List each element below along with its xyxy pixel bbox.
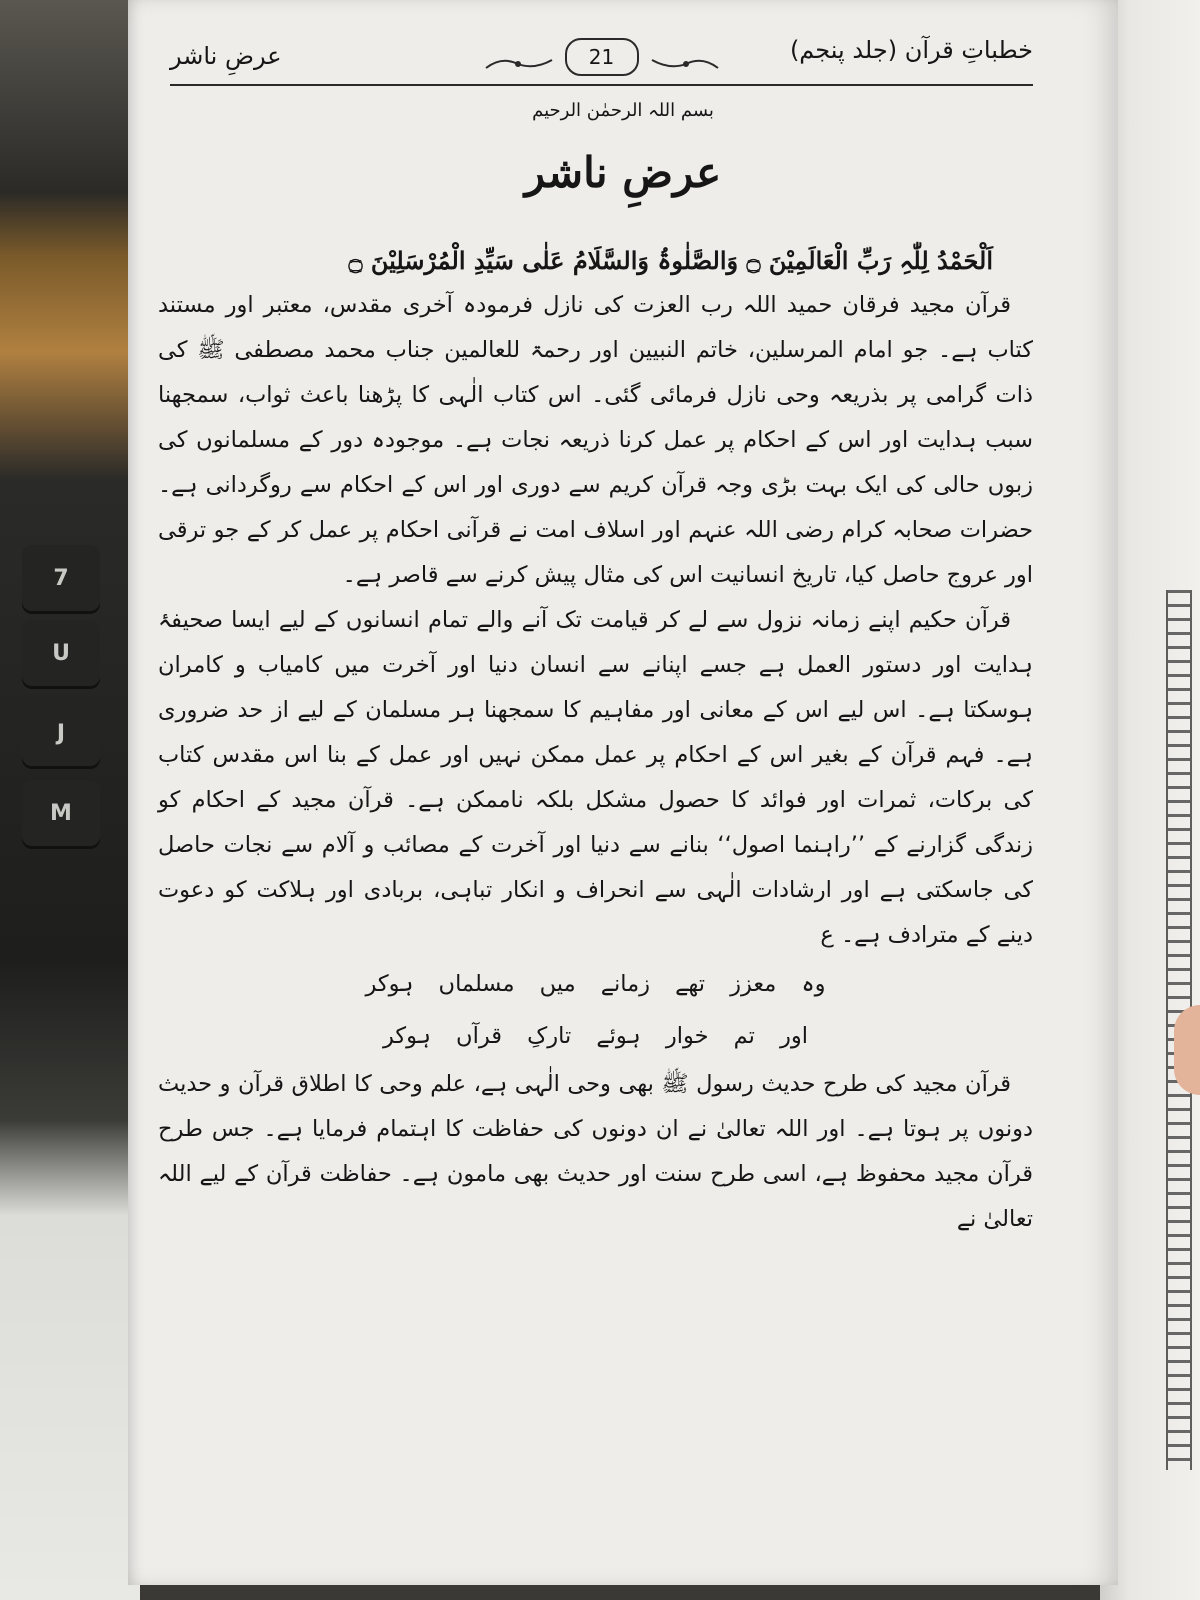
- body-text: [158, 238, 1033, 1242]
- keyboard-key: U: [22, 620, 100, 686]
- desk-background: [0, 0, 140, 1600]
- finger-edge: [1174, 1005, 1200, 1095]
- keyboard-key: 7: [22, 545, 100, 611]
- bismillah: بسم اللہ الرحمٰن الرحیم: [532, 100, 714, 121]
- verse-line: وہ معزز تھے زمانے میں مسلماں ہوکر: [365, 971, 826, 997]
- right-flourish-icon: [650, 56, 720, 70]
- book-page: [128, 0, 1118, 1585]
- verse-line: اور تم خوار ہوئے تارکِ قرآں ہوکر: [382, 1023, 809, 1049]
- closing-paragraph: قرآن مجید کی طرح حدیث رسول ﷺ بھی وحی الٰہی ہے، علم وحی کا اطلاق قرآن و حدیث دونوں پر ہوتا ہے۔ اور اللہ تعالیٰ نے ان دونوں کی حفاظت کا اہتمام فرمایا ہے۔ جس طرح قرآن مجید محفوظ ہے، اسی طرح سنت اور حدیث بھی مامون ہے۔ حفاظت قرآن کے لیے اللہ تعالیٰ نے: [158, 1071, 1033, 1232]
- page-title: عرضِ ناشر: [524, 148, 722, 197]
- page-number: 21: [565, 38, 639, 76]
- paragraph: قرآن مجید فرقان حمید اللہ رب العزت کی نازل فرمودہ آخری مقدس، معتبر اور مستند کتاب ہے۔ جو امام المرسلین، خاتم النبیین اور رحمۃ للعالمین جناب محمد مصطفی ﷺ کی ذات گرامی پر بذریعہ وحی نازل فرمائی گئی۔ اس کتاب الٰہی کا پڑھنا باعث ثواب، سمجھنا سبب ہدایت اور اس کے احکام پر عمل کرنا ذریعہ نجات ہے۔ موجودہ دور کے مسلمانوں کی زبوں حالی کی ایک بہت بڑی وجہ قرآن کریم سے دوری اور اس کے احکام سے روگردانی ہے۔ حضرات صحابہ کرام رضی اللہ عنہم اور اسلاف امت نے قرآنی احکام پر عمل کر کے جو ترقی اور عروج حاصل کیا، تاریخ انسانیت اس کی مثال پیش کرنے سے قاصر ہے۔: [158, 292, 1033, 588]
- keyboard-key: J: [22, 700, 100, 766]
- paragraph: قرآن حکیم اپنے زمانہ نزول سے لے کر قیامت تک آنے والے تمام انسانوں کے لیے ایسا صحیفۂ ہدایت اور دستور العمل ہے جسے اپنانے سے انسان دنیا اور آخرت میں کامیاب و کامران ہوسکتا ہے۔ اس لیے اس کے معانی اور مفاہیم کا سمجھنا ہر مسلمان کے لیے از حد ضروری ہے۔ فہم قرآن کے بغیر اس کے احکام پر عمل ممکن نہیں اور عمل کے بنا اس مقدس کتاب کی برکات، ثمرات اور فوائد کا حصول مشکل بلکہ ناممکن ہے۔ قرآن مجید کے احکام کو زندگی گزارنے کے ’’راہنما اصول‘‘ بنانے سے دنیا اور آخرت کے مصائب و آلام سے نجات حاصل کی جاسکتی ہے اور ارشادات الٰہی سے انحراف و انکار تباہی، بربادی اور ہلاکت کو دعوت دینے کے مترادف ہے۔ ع: [158, 607, 1033, 948]
- section-title-header: عرضِ ناشر: [170, 42, 282, 70]
- arabic-praise: اَلْحَمْدُ لِلّٰہِ رَبِّ الْعَالَمِیْنَ ۝ وَالصَّلٰوۃُ وَالسَّلَامُ عَلٰی سَیِّدِ الْمُرْسَلِیْنَ ۝: [348, 246, 993, 275]
- book-title: خطباتِ قرآن (جلد پنجم): [789, 36, 1033, 64]
- page-header: [170, 36, 1033, 86]
- left-flourish-icon: [484, 56, 554, 70]
- keyboard-key: M: [22, 780, 100, 846]
